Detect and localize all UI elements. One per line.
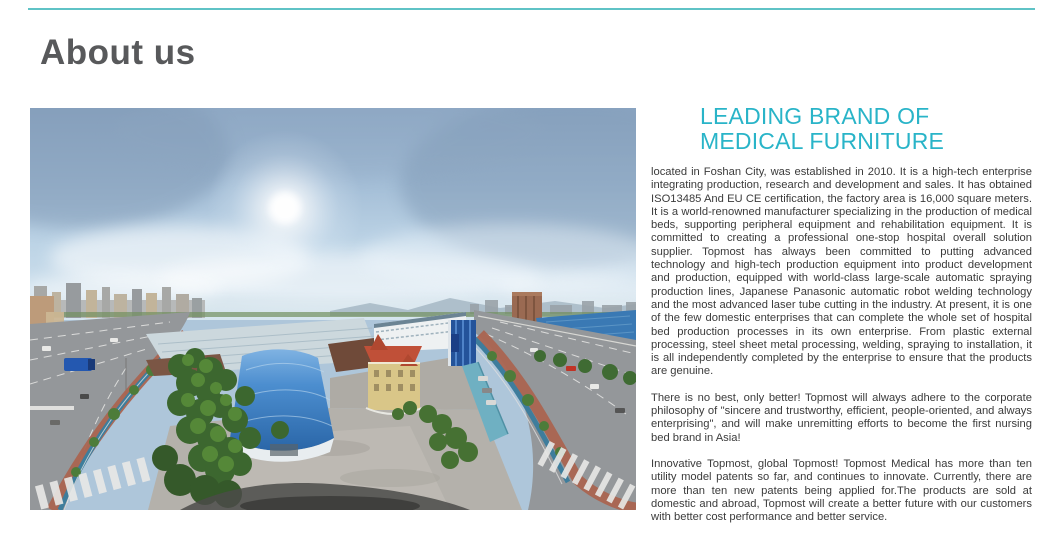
section-title xyxy=(700,104,1032,154)
about-text-column xyxy=(651,104,1032,524)
section-title-line1: LEADING BRAND OF xyxy=(700,103,930,129)
about-paragraph-2: There is no best, only better! Topmost will always adhere to the corporate philosophy of "sincere and trustworthy, efficient, people-oriented, and always enterprising", and will make unremitting efforts to become the first nursing bed brand in Asia! xyxy=(651,391,1032,444)
about-paragraph-3: Innovative Topmost, global Topmost! Topmost Medical has more than ten utility model patents so far, and continues to innovate. Currently, there are more than ten new patents being applied for.The products are sold at domestic and abroad, Topmost will create a better future with our customers with better cost performance and better service. xyxy=(651,457,1032,524)
factory-panorama-image xyxy=(30,108,636,510)
top-divider xyxy=(28,8,1035,10)
section-title-line2: MEDICAL FURNITURE xyxy=(700,128,945,154)
factory-panorama-art xyxy=(30,108,636,510)
page-title: About us xyxy=(40,33,196,72)
about-paragraph-1: located in Foshan City, was established in 2010. It is a high-tech enterprise integrating production, research and development and sales. It has obtained ISO13485 And EU CE certification, the factory area is 16,000 square meters. It is a world-renowned manufacturer specializing in the production of medical beds, supporting peripheral equipment and rehabilitation equipment. It is committed to creating a professional one-stop hospital overall solution supplier. Topmost has always been committed to putting advanced technology and high-tech production equipment into product development and production, equipped with world-class large-scale automatic spraying production lines, Japanese Panasonic automatic robot welding technology and the most advanced laser tube cutting in the industry. At present, it is one of the few domestic enterprises that can complete the whole set of hospital bed production processes in its own enterprise. From plastic external processing, steel sheet metal processing, welding, spraying to installation, it is all independently completed by the enterprise to ensure that the products are genuine. xyxy=(651,166,1032,378)
